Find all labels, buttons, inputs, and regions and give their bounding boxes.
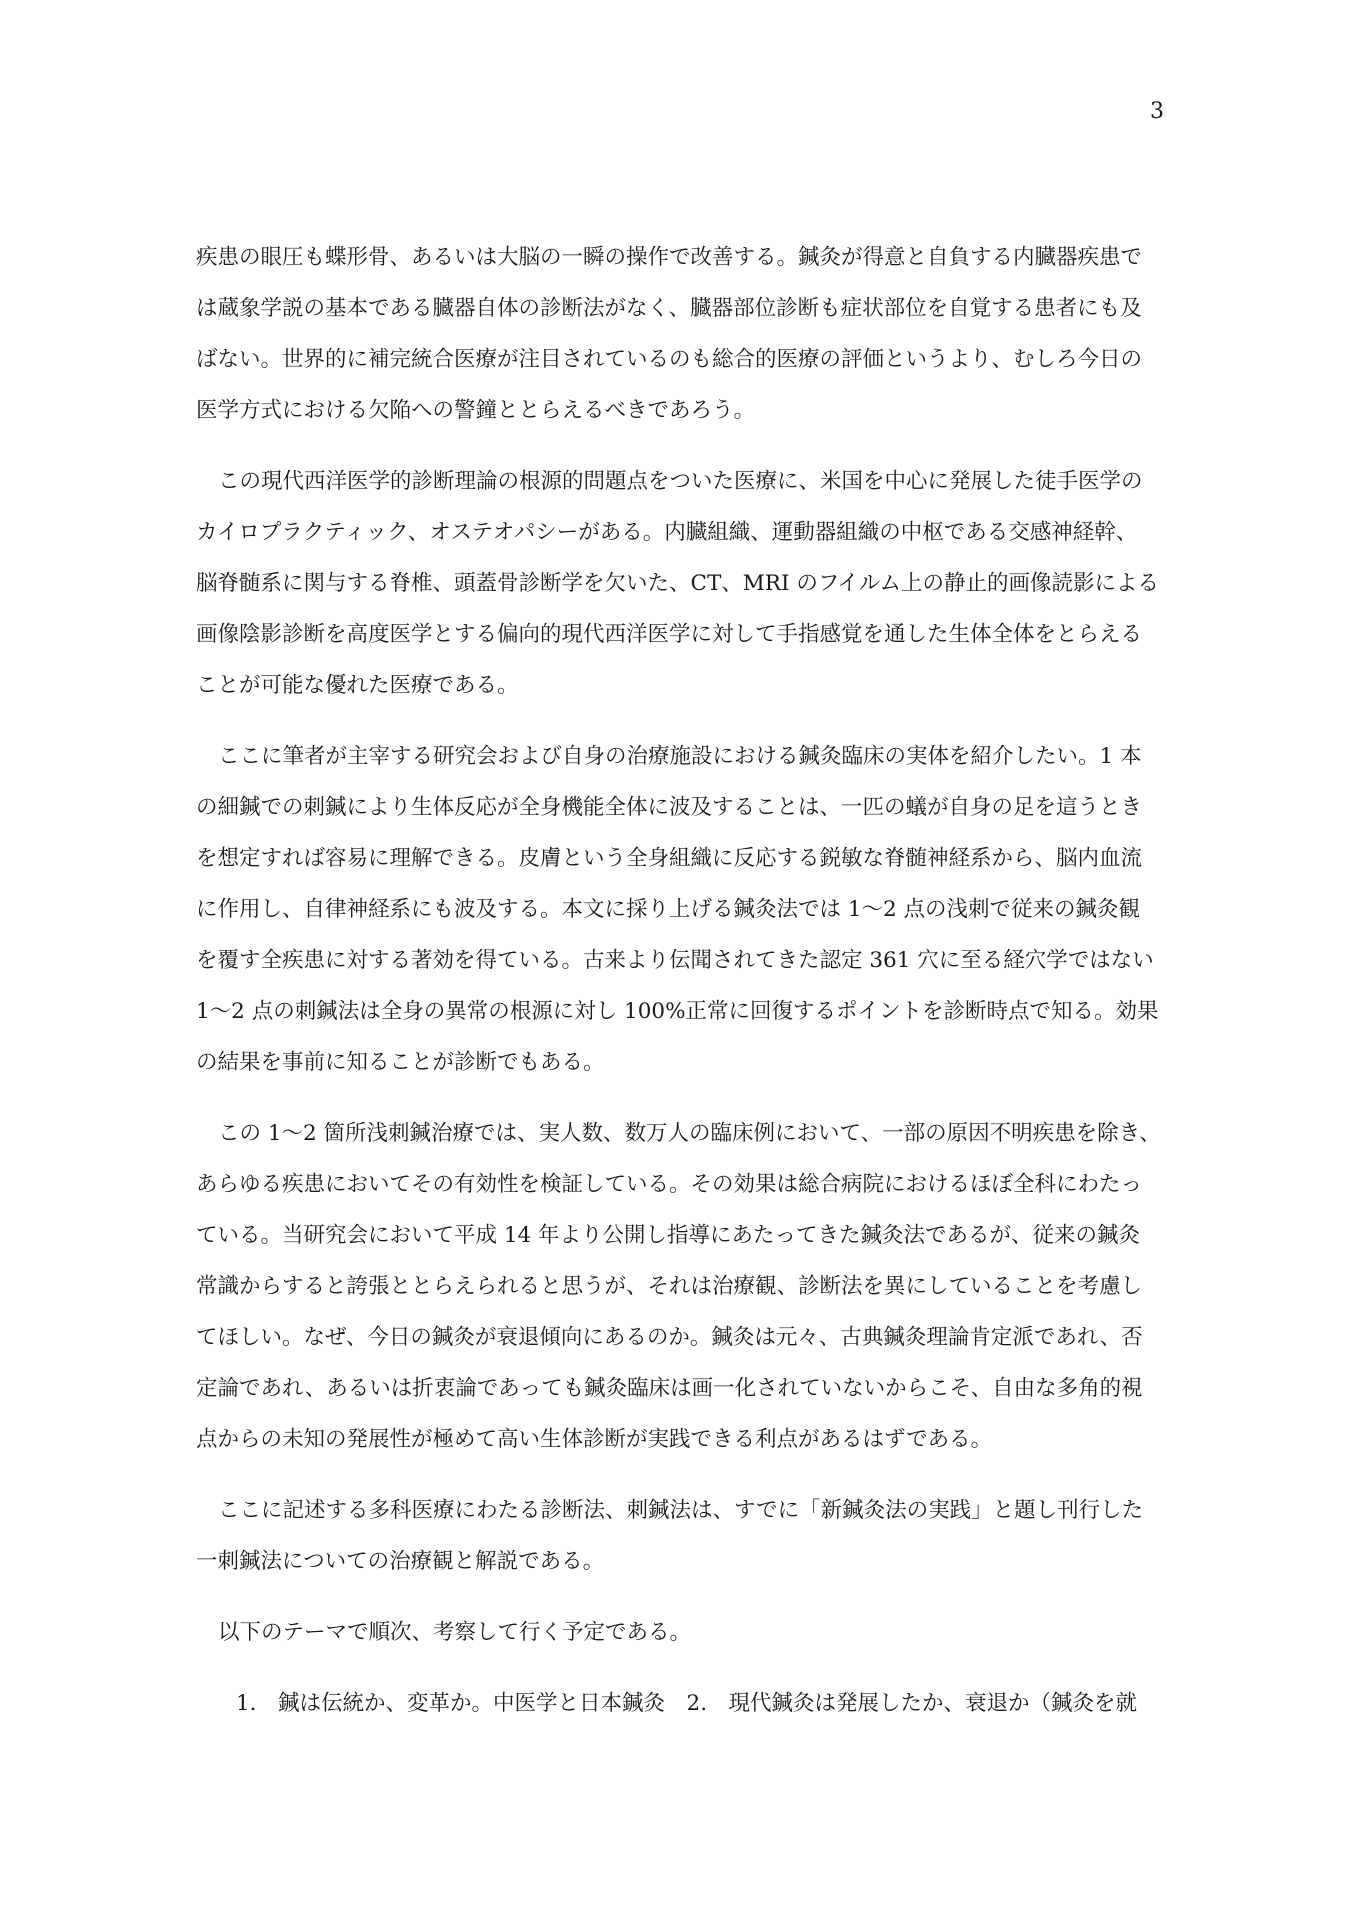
paragraph-line: ている。当研究会において平成 14 年より公開し指導にあたってきた鍼灸法であるが、従来の鍼灸 bbox=[196, 1223, 1141, 1248]
paragraph-1 bbox=[196, 232, 1166, 436]
paragraph-line: 医学方式における欠陥への警鐘ととらえるべきであろう。 bbox=[196, 398, 756, 423]
paragraph-line: を覆す全疾患に対する著効を得ている。古来より伝聞されてきた認定 361 穴に至る経穴学ではない bbox=[196, 948, 1154, 973]
paragraph-6 bbox=[196, 1607, 1166, 1658]
paragraph-line: の結果を事前に知ることが診断でもある。 bbox=[196, 1050, 605, 1075]
paragraph-line: 画像陰影診断を高度医学とする偏向的現代西洋医学に対して手指感覚を通した生体全体をとらえる bbox=[196, 622, 1143, 647]
paragraph-line: は蔵象学説の基本である臓器自体の診断法がなく、臓器部位診断も症状部位を自覚する患者にも及 bbox=[196, 296, 1142, 321]
paragraph-line: てほしい。なぜ、今日の鍼灸が衰退傾向にあるのか。鍼灸は元々、古典鍼灸理論肯定派であれ、否 bbox=[196, 1325, 1143, 1350]
page-number: 3 bbox=[1150, 99, 1164, 124]
paragraph-line: を想定すれば容易に理解できる。皮膚という全身組織に反応する鋭敏な脊髄神経系から、脳内血流 bbox=[196, 846, 1143, 871]
paragraph-line: あらゆる疾患においてその有効性を検証している。その効果は総合病院におけるほぼ全科にわたっ bbox=[196, 1172, 1143, 1197]
paragraph-line: ことが可能な優れた医療である。 bbox=[196, 673, 519, 698]
paragraph-line: ばない。世界的に補完統合医療が注目されているのも総合的医療の評価というより、むしろ今日の bbox=[196, 347, 1143, 372]
paragraph-line: の細鍼での刺鍼により生体反応が全身機能全体に波及することは、一匹の蟻が自身の足を這うとき bbox=[196, 795, 1143, 820]
paragraph-line: この 1〜2 箇所浅刺鍼治療では、実人数、数万人の臨床例において、一部の原因不明疾患を除き、 bbox=[218, 1121, 1161, 1146]
paragraph-line: 定論であれ、あるいは折衷論であっても鍼灸臨床は画一化されていないからこそ、自由な多角的視 bbox=[196, 1376, 1143, 1401]
paragraph-line: 一刺鍼法についての治療観と解説である。 bbox=[196, 1549, 605, 1574]
paragraph-line: 常識からすると誇張ととらえられると思うが、それは治療観、診断法を異にしていることを考慮し bbox=[196, 1274, 1143, 1299]
paragraph-line: に作用し、自律神経系にも波及する。本文に採り上げる鍼灸法では 1〜2 点の浅刺で従来の鍼灸観 bbox=[196, 897, 1141, 922]
paragraph-3 bbox=[196, 731, 1166, 1088]
paragraph-line: 1〜2 点の刺鍼法は全身の異常の根源に対し 100%正常に回復するポイントを診断時点で知る。効果 bbox=[196, 999, 1159, 1024]
paragraph-line: 以下のテーマで順次、考察して行く予定である。 bbox=[218, 1620, 692, 1645]
paragraph-line: ここに筆者が主宰する研究会および自身の治療施設における鍼灸臨床の実体を紹介したい。1 本 bbox=[218, 744, 1142, 769]
paragraph-line: 脳脊髄系に関与する脊椎、頭蓋骨診断学を欠いた、CT、MRI のフイルム上の静止的画像読影による bbox=[196, 571, 1160, 596]
paragraph-line: 疾患の眼圧も蝶形骨、あるいは大脳の一瞬の操作で改善する。鍼灸が得意と自負する内臓器疾患で bbox=[196, 245, 1143, 270]
paragraph-line: ここに記述する多科医療にわたる診断法、刺鍼法は、すでに「新鍼灸法の実践」と題し刊行した bbox=[218, 1498, 1144, 1523]
document-body bbox=[196, 232, 1166, 1729]
paragraph-line: カイロプラクティック、オステオパシーがある。内臓組織、運動器組織の中枢である交感神経幹、 bbox=[196, 520, 1138, 545]
paragraph-line: 点からの未知の発展性が極めて高い生体診断が実践できる利点があるはずである。 bbox=[196, 1427, 993, 1452]
paragraph-4 bbox=[196, 1108, 1166, 1465]
paragraph-5 bbox=[196, 1485, 1166, 1587]
paragraph-line: この現代西洋医学的診断理論の根源的問題点をついた医療に、米国を中心に発展した徒手医学の bbox=[218, 469, 1143, 494]
topic-list-line: 1. 鍼は伝統か、変革か。中医学と日本鍼灸 2. 現代鍼灸は発展したか、衰退か（鍼灸を就 bbox=[236, 1691, 1138, 1716]
paragraph-2 bbox=[196, 456, 1166, 711]
